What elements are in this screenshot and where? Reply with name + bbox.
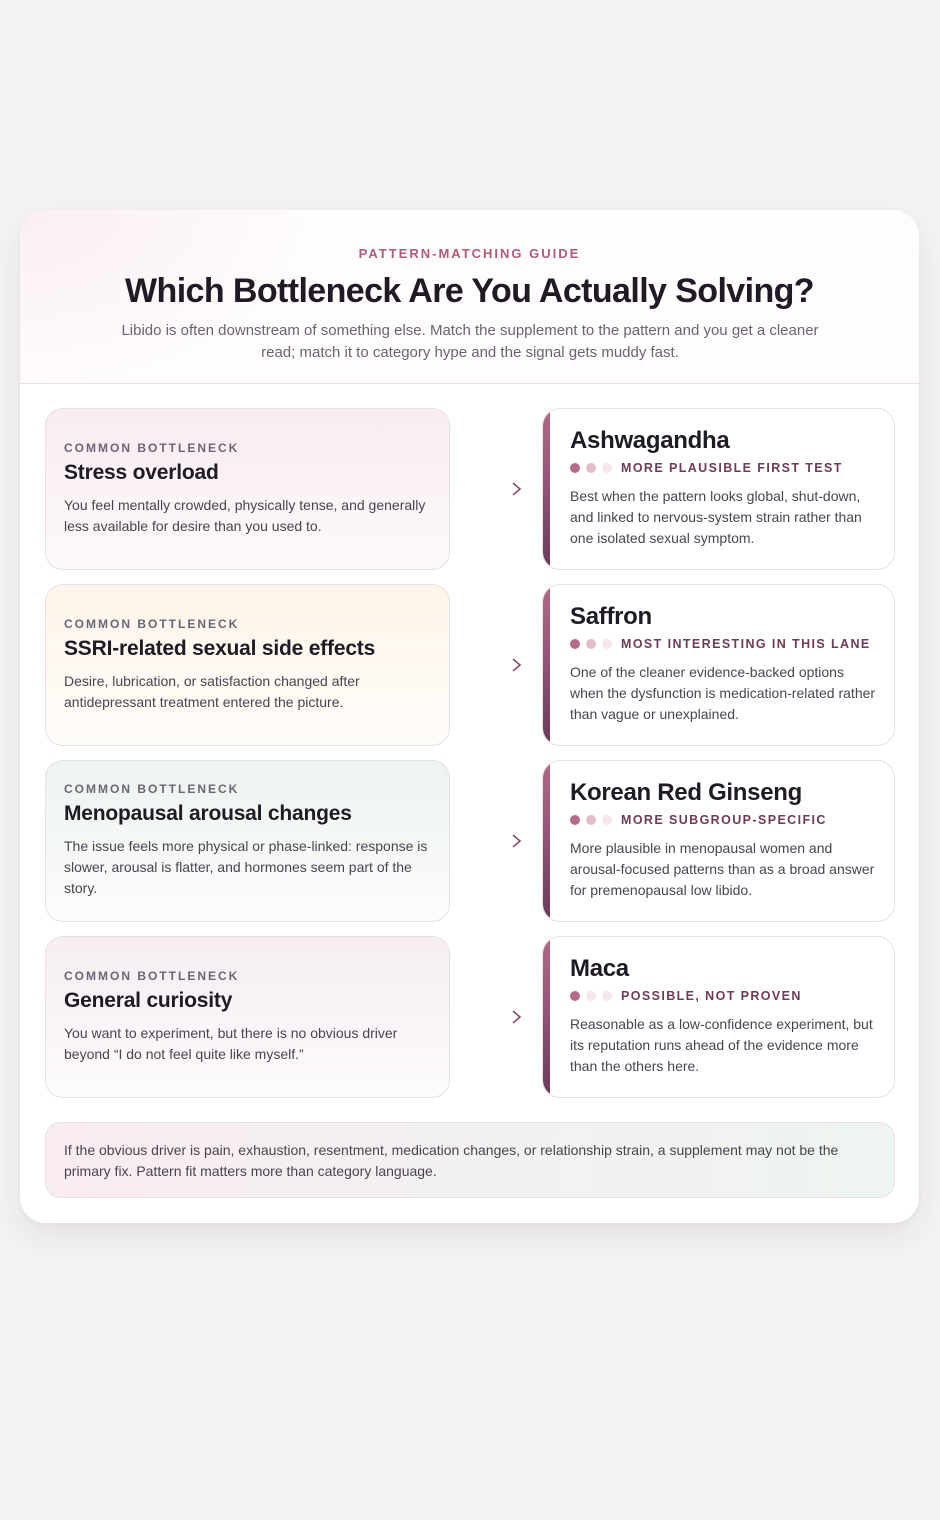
confidence-dot-partial [586,639,596,649]
confidence-label: POSSIBLE, NOT PROVEN [621,989,802,1003]
supplement-card-saffron [542,584,895,746]
confidence-dot-filled [570,639,580,649]
supplement-name: Ashwagandha [570,427,730,454]
bottleneck-card-curiosity [45,936,450,1098]
confidence-dot-partial [586,463,596,473]
pattern-row [45,584,895,746]
guide-card [20,210,919,1223]
supplement-accent-bar [543,937,550,1097]
confidence-indicator [570,636,876,652]
confidence-indicator [570,988,876,1004]
bottleneck-title: General curiosity [64,989,233,1012]
bottleneck-description: The issue feels more physical or phase-linked: response is slower, arousal is flatter, and hormones seem part of the story. [64,838,428,896]
supplement-name: Maca [570,955,629,982]
supplement-name: Saffron [570,603,652,630]
bottleneck-card-menopause [45,760,450,922]
supplement-accent-bar [543,585,550,745]
confidence-dot-partial [586,815,596,825]
confidence-dot-filled [570,815,580,825]
arrow-right-icon [468,832,524,850]
bottleneck-title: Menopausal arousal changes [64,802,352,825]
pattern-rows [45,408,895,1112]
confidence-dot-empty [586,991,596,1001]
bottleneck-title: Stress overload [64,461,219,484]
bottleneck-kicker: COMMON BOTTLENECK [64,782,240,796]
confidence-dot-empty [602,639,612,649]
supplement-name: Korean Red Ginseng [570,779,802,806]
confidence-label: MOST INTERESTING IN THIS LANE [621,637,871,651]
pattern-row [45,408,895,570]
supplement-description: Best when the pattern looks global, shut-down, and linked to nervous-system strain rather than one isolated sexual symptom. [570,488,862,546]
guide-header [20,210,919,384]
bottleneck-description: You want to experiment, but there is no obvious driver beyond “I do not feel quite like myself.” [64,1025,398,1062]
pattern-row [45,936,895,1098]
bottleneck-kicker: COMMON BOTTLENECK [64,969,240,983]
pattern-row [45,760,895,922]
arrow-right-icon [468,656,524,674]
page-subtitle: Libido is often downstream of something else. Match the supplement to the pattern and you get a cleaner read; match it to category hype and the signal gets muddy fast. [121,322,819,361]
supplement-card-ashwagandha [542,408,895,570]
supplement-card-korean-red-ginseng [542,760,895,922]
supplement-accent-bar [543,409,550,569]
confidence-label: MORE PLAUSIBLE FIRST TEST [621,461,843,475]
supplement-accent-bar [543,761,550,921]
eyebrow-label: PATTERN-MATCHING GUIDE [358,246,581,261]
supplement-card-maca [542,936,895,1098]
bottleneck-title: SSRI-related sexual side effects [64,637,376,660]
bottleneck-description: You feel mentally crowded, physically tense, and generally less available for desire than you used to. [64,497,426,534]
confidence-indicator [570,812,876,828]
confidence-dot-filled [570,463,580,473]
confidence-dot-empty [602,991,612,1001]
supplement-description: One of the cleaner evidence-backed options when the dysfunction is medication-related rather than vague or unexplained. [570,664,876,722]
supplement-description: Reasonable as a low-confidence experiment, but its reputation runs ahead of the evidence more than the others here. [570,1016,873,1074]
arrow-right-icon [468,1008,524,1026]
bottleneck-card-stress [45,408,450,570]
bottleneck-kicker: COMMON BOTTLENECK [64,617,240,631]
arrow-right-icon [468,480,524,498]
confidence-indicator [570,460,876,476]
confidence-dot-filled [570,991,580,1001]
footer-note: If the obvious driver is pain, exhaustion, resentment, medication changes, or relationship strain, a supplement may not be the primary fix. Pattern fit matters more than category language. [45,1122,895,1198]
bottleneck-description: Desire, lubrication, or satisfaction changed after antidepressant treatment entered the picture. [64,673,360,710]
supplement-description: More plausible in menopausal women and arousal-focused patterns than as a broad answer for premenopausal low libido. [570,840,875,898]
confidence-dot-empty [602,815,612,825]
bottleneck-card-ssri [45,584,450,746]
confidence-label: MORE SUBGROUP-SPECIFIC [621,813,827,827]
page-title: Which Bottleneck Are You Actually Solving? [125,272,814,310]
bottleneck-kicker: COMMON BOTTLENECK [64,441,240,455]
confidence-dot-empty [602,463,612,473]
